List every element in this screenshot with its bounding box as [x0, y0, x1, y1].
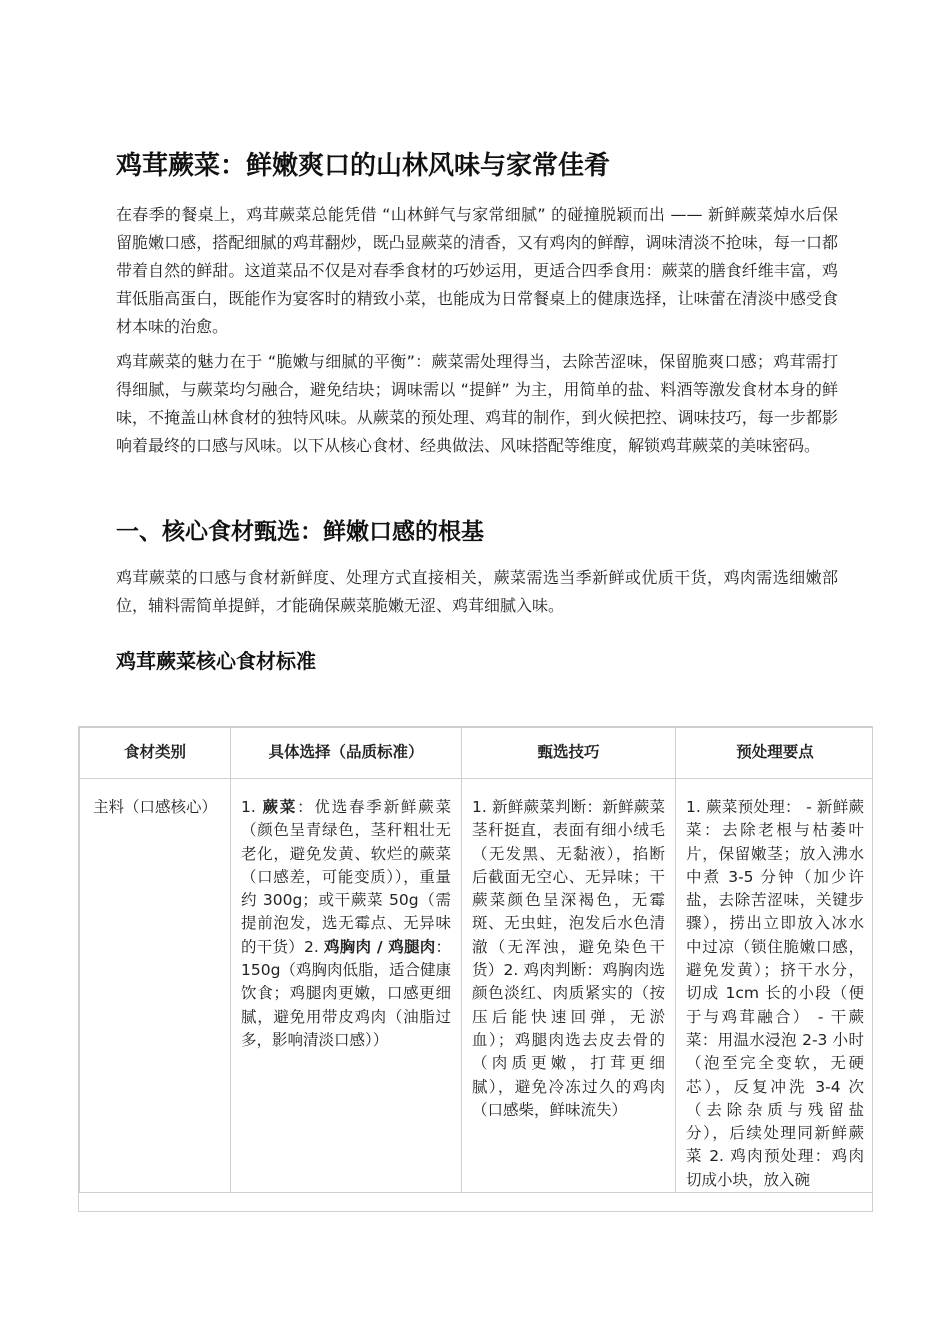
choice-text-1: 1.	[241, 798, 263, 816]
page-title: 鸡茸蕨菜：鲜嫩爽口的山林风味与家常佳肴	[116, 151, 611, 181]
intro-paragraph-1: 在春季的餐桌上，鸡茸蕨菜总能凭借 “山林鲜气与家常细腻” 的碰撞脱颖而出 —— 新鲜蕨菜焯水后保留脆嫩口感，搭配细腻的鸡茸翻炒，既凸显蕨菜的清香，又有鸡肉的鲜醇，调味清淡不抢味，每一口都带着自然的鲜甜。这道菜品不仅是对春季食材的巧妙运用，更适合四季食用：蕨菜的膳食纤维丰富，鸡茸低脂高蛋白，既能作为宴客时的精致小菜，也能成为日常餐桌上的健康选择，让味蕾在清淡中感受食材本味的治愈。	[116, 205, 838, 336]
cell-category: 主料（口感核心）	[80, 779, 231, 1193]
table-row	[80, 779, 874, 1193]
cell-prep: 1. 蕨菜预处理： - 新鲜蕨菜：去除老根与枯萎叶片，保留嫩茎；放入沸水中煮 3-5 分钟（加少许盐，去除苦涩味，关键步骤），捞出立即放入冰水中过凉（锁住脆嫩口感，避免发黄）；挤干水分，切成 1cm 长的小段（便于与鸡茸融合） - 干蕨菜：用温水浸泡 2-3 小时（泡至完全变软，无硬芯），反复冲洗 3-4 次（去除杂质与残留盐分），后续处理同新鲜蕨菜 2. 鸡肉预处理：鸡肉切成小块，放入碗	[676, 779, 874, 1193]
table-heading: 鸡茸蕨菜核心食材标准	[116, 649, 316, 673]
header-choice: 具体选择（品质标准）	[231, 728, 462, 779]
header-prep: 预处理要点	[676, 728, 874, 779]
choice-bold-chicken: 鸡胸肉 / 鸡腿肉	[323, 937, 436, 956]
table-header-row	[80, 728, 874, 779]
cell-tips: 1. 新鲜蕨菜判断：新鲜蕨菜茎秆挺直，表面有细小绒毛（无发黑、无黏液），掐断后截面无空心、无异味；干蕨菜颜色呈深褐色，无霉斑、无虫蛀，泡发后水色清澈（无浑浊，避免染色干货）2. 鸡肉判断：鸡胸肉选颜色淡红、肉质紧实的（按压后能快速回弹，无淤血）；鸡腿肉选去皮去骨的（肉质更嫩，打茸更细腻），避免冷冻过久的鸡肉（口感柴，鲜味流失）	[462, 779, 676, 1193]
choice-bold-fern: 蕨菜	[262, 798, 298, 816]
choice-text-3: ：150g（鸡胸肉低脂，适合健康饮食；鸡腿肉更嫩，口感更细腻，避免用带皮鸡肉（油脂过多，影响清淡口感））	[241, 937, 451, 1049]
intro-paragraph-2: 鸡茸蕨菜的魅力在于 “脆嫩与细腻的平衡”：蕨菜需处理得当，去除苦涩味，保留脆爽口感；鸡茸需打得细腻，与蕨菜均匀融合，避免结块；调味需以 “提鲜” 为主，用简单的盐、料酒等激发食材本身的鲜味，不掩盖山林食材的独特风味。从蕨菜的预处理、鸡茸的制作，到火候把控、调味技巧，每一步都影响着最终的口感与风味。以下从核心食材、经典做法、风味搭配等维度，解锁鸡茸蕨菜的美味密码。	[116, 352, 838, 455]
section-heading: 一、核心食材甄选：鲜嫩口感的根基	[116, 519, 484, 545]
header-category: 食材类别	[80, 728, 231, 779]
choice-text-2: ：优选春季新鲜蕨菜（颜色呈青绿色，茎秆粗壮无老化，避免发黄、软烂的蕨菜（口感差，可能变质）），重量约 300g；或干蕨菜 50g（需提前泡发，选无霉点、无异味的干货）2.	[241, 798, 451, 956]
ingredients-table-container	[78, 726, 873, 1212]
section-intro-paragraph: 鸡茸蕨菜的口感与食材新鲜度、处理方式直接相关，蕨菜需选当季新鲜或优质干货，鸡肉需选细嫩部位，辅料需简单提鲜，才能确保蕨菜脆嫩无涩、鸡茸细腻入味。	[116, 568, 838, 615]
ingredients-table	[79, 727, 873, 1193]
cell-choice	[231, 779, 462, 1193]
header-tips: 甄选技巧	[462, 728, 676, 779]
